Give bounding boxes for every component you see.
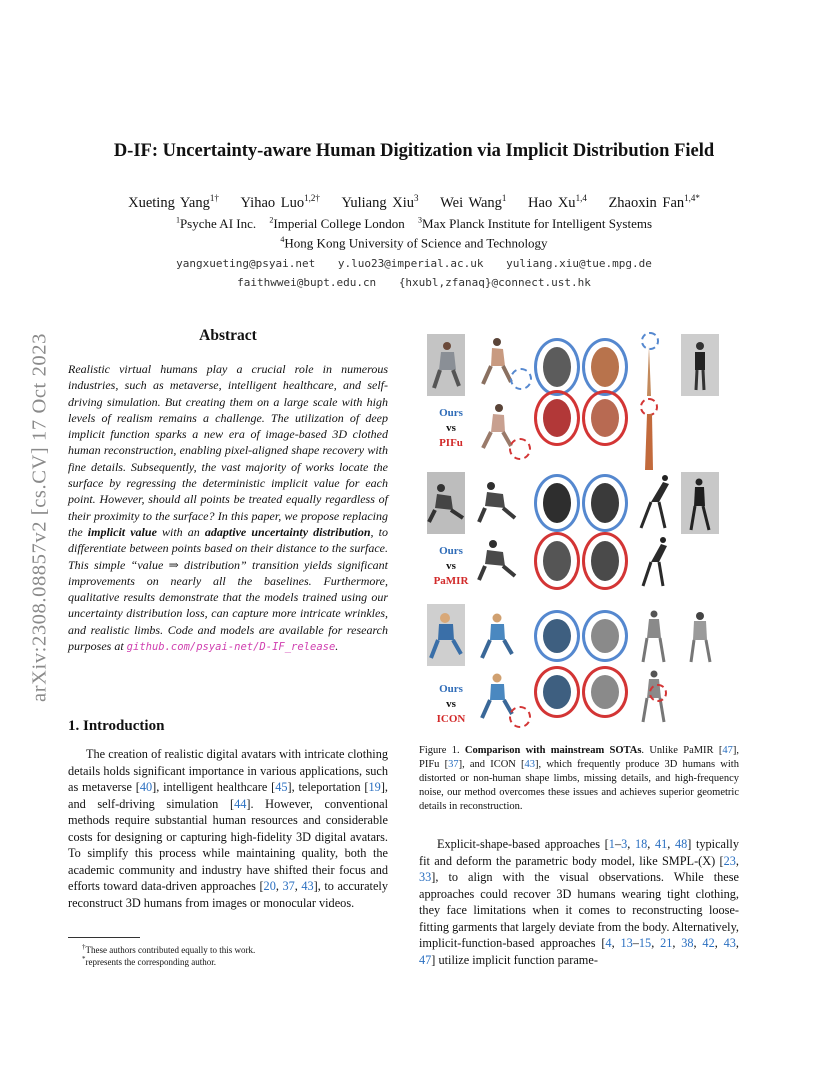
citation-link[interactable]: 37 — [282, 879, 295, 893]
author: Yihao Luo$^{1,2\dagger}$ — [240, 193, 320, 211]
citation-link[interactable]: 47 — [419, 952, 432, 967]
side-mesh — [637, 472, 677, 532]
footnote: *represents the corresponding author. — [82, 955, 216, 967]
detail-circle — [582, 532, 628, 590]
detail-circle — [582, 474, 628, 532]
citation-link[interactable]: 13 — [620, 936, 633, 950]
detail-circle — [534, 338, 580, 396]
citation-link[interactable]: 38 — [681, 936, 694, 950]
author-list — [0, 193, 828, 212]
author: Wei Wang$^1$ — [440, 193, 507, 211]
detail-circle — [582, 390, 628, 446]
citation-link[interactable]: 33 — [419, 870, 432, 884]
baseline-mesh — [477, 528, 517, 590]
footnote: †These authors contributed equally to this work. — [82, 943, 256, 955]
author: Hao Xu$^{1,4}$ — [528, 193, 587, 211]
intro-paragraph: The creation of realistic digital avatars with intricate clothing details holds significant importance in various applications, such as metaverse [40], intelligent healthcare [45], teleportation [19], and self-driving simulation [44]. However, conventional methods require substantial human resources and considerable costs for designing or capturing high-fidelity 3D digital avatars. To simplify this process while maintaining quality, both the academic community and industry have shifted their focus and efforts toward data-driven approaches [20, 37, 43], to accurately reconstruct 3D humans from images or monocular videos. — [68, 747, 388, 910]
citation-link[interactable]: 48 — [674, 837, 688, 851]
detail-circle — [509, 706, 531, 728]
detail-circle — [582, 338, 628, 396]
citation-link[interactable]: 40 — [139, 780, 153, 794]
footnote-rule — [68, 937, 140, 938]
citation-link[interactable]: 21 — [660, 936, 673, 950]
citation-link[interactable]: 18 — [634, 837, 648, 851]
author: Xueting Yang$^{1\dagger}$ — [128, 193, 219, 211]
section-heading: 1. Introduction — [68, 718, 165, 734]
detail-circle — [582, 610, 628, 662]
citation-link[interactable]: 15 — [638, 936, 652, 950]
email: {hxubl,zfanaq}@connect.ust.hk — [398, 276, 591, 289]
detail-circle — [649, 684, 667, 702]
affiliation-line-2: $^4$Hong Kong University of Science and Technology — [280, 235, 548, 251]
detail-circle — [510, 368, 532, 390]
abstract-heading: Abstract — [199, 327, 257, 344]
side-photo — [681, 604, 719, 666]
detail-circle — [534, 532, 580, 590]
citation-link[interactable]: 43 — [524, 759, 536, 770]
citation-link[interactable]: 1 — [608, 837, 615, 851]
citation-link[interactable]: 41 — [654, 837, 668, 851]
citation-link[interactable]: 20 — [263, 879, 276, 893]
citation-link[interactable]: 3 — [621, 837, 628, 851]
email: y.luo23@imperial.ac.uk — [337, 257, 484, 270]
reconstruction-mesh — [477, 472, 517, 534]
citation-link[interactable]: 4 — [605, 936, 612, 950]
citation-link[interactable]: 45 — [275, 780, 288, 794]
code-link[interactable]: github.com/psyai-net/D-IF_release — [126, 641, 336, 654]
side-mesh — [634, 606, 674, 666]
citation-link[interactable]: 23 — [723, 853, 736, 868]
limb-mesh — [639, 414, 659, 470]
affiliations: $^1$Psyche AI Inc. $^2$Imperial College London $^3$Max Planck Institute for Intelligent Systems — [175, 216, 653, 232]
reconstruction-mesh — [477, 606, 517, 668]
citation-link[interactable]: 44 — [234, 796, 247, 811]
body-paragraph: Explicit-shape-based approaches [1–3, 18, 41, 48] typically fit and deform the parametric body model, like SMPL-(X) [23, 33], to align with the visual observations. While these approaches could recover 3D humans wearing tight clothing, they face limitations when it comes to reconstructing loose-fitting garments that largely deviate from the body. Alternatively, implicit-function-based approaches [4, 13–15, 21, 38, 42, 43, 47] utilize implicit function parame- — [419, 837, 739, 967]
limb-mesh — [639, 346, 659, 396]
side-mesh — [637, 534, 677, 590]
email: yuliang.xiu@tue.mpg.de — [506, 257, 652, 270]
email: yangxueting@psyai.net — [176, 257, 316, 270]
input-photo — [427, 604, 465, 666]
figure-caption: Figure 1. Comparison with mainstream SOTAs. Unlike PaMIR [47], PIFu [37], and ICON [43], which frequently produce 3D humans with distorted or non-human shape limbs, missing details, and high-frequency noise, our method overcomes these issues and achieves superior geometric details in reconstruction. — [419, 745, 739, 812]
input-photo — [427, 334, 465, 396]
detail-circle — [509, 438, 531, 460]
citation-link[interactable]: 19 — [368, 780, 381, 794]
citation-link[interactable]: 47 — [722, 745, 733, 756]
side-photo — [681, 334, 719, 396]
row-label: Ours vs ICON — [436, 683, 466, 725]
citation-link[interactable]: 42 — [702, 936, 715, 950]
email-list — [0, 257, 828, 270]
author: Yuliang Xiu$^3$ — [341, 193, 419, 211]
abstract-body: Realistic virtual humans play a crucial role in numerous industries, such as metaverse, intelligent healthcare, and self-driving simulation. But creating them on a large scale with high levels of realism remains a challenge. The utilization of deep implicit function sparks a new era of image-based 3D clothed human reconstruction, enabling pixel-aligned shape recovery with fine details. Subsequently, the vast majority of works locate the surface by regressing the deterministic implicit value for each point. However, should all points be treated equally regardless of their proximity to the surface? In this paper, we propose replacing the implicit value with an adaptive uncertainty distribution, to differentiate between points based on their distance to the surface. This simple “value ⇒ distribution” transition yields significant improvements on nearly all the baselines. Furthermore, qualitative results demonstrate that the models trained using our uncertainty distribution loss, can capture more intricate wrinkles, and realistic limbs. Code and models are available for research purposes at github.com/psyai-net/D-IF_release. — [68, 362, 388, 654]
paper-title: D-IF: Uncertainty-aware Human Digitization via Implicit Distribution Field — [113, 141, 715, 161]
side-photo — [681, 472, 719, 534]
figure-comparison — [419, 328, 745, 728]
citation-link[interactable]: 43 — [723, 936, 736, 950]
row-label: Ours vs PaMIR — [433, 545, 469, 587]
citation-link[interactable]: 37 — [448, 759, 459, 770]
citation-link[interactable]: 43 — [301, 879, 314, 893]
detail-circle — [534, 666, 580, 718]
detail-circle — [534, 390, 580, 446]
author: Zhaoxin Fan$^{1,4*}$ — [608, 193, 700, 211]
detail-circle — [582, 666, 628, 718]
email-list-2 — [0, 276, 828, 289]
detail-circle — [534, 474, 580, 532]
arxiv-stamp: arXiv:2308.08857v2 [cs.CV] 17 Oct 2023 — [28, 333, 51, 702]
email: faithwwei@bupt.edu.cn — [237, 276, 377, 289]
detail-circle — [534, 610, 580, 662]
row-label: Ours vs PIFu — [439, 407, 463, 449]
input-photo — [427, 472, 465, 534]
